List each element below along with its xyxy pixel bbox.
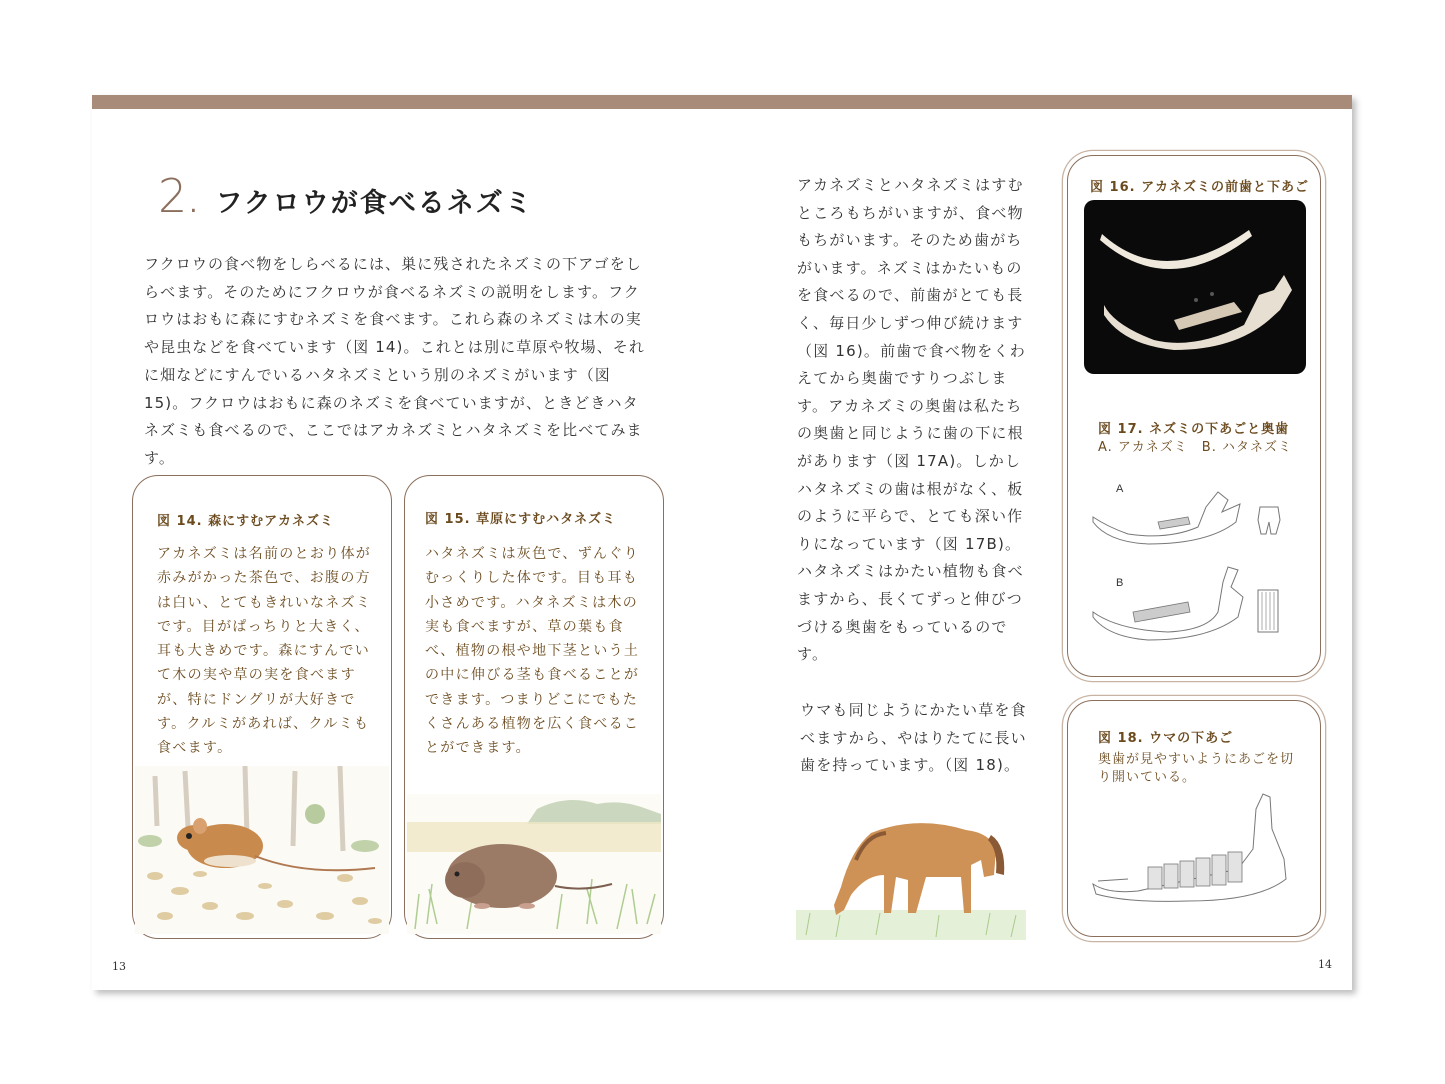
page-number-right: 14	[1318, 958, 1332, 971]
vole-illustration	[407, 794, 661, 934]
figure-18-caption: 図 18. ウマの下あご	[1098, 731, 1234, 746]
figure-14-caption: 図 14. 森にすむアカネズミ	[157, 514, 334, 529]
section-number: 2	[158, 169, 190, 223]
figure-15-card	[404, 475, 664, 939]
intro-paragraph: フクロウの食べ物をしらべるには、巣に残されたネズミの下アゴをしらべます。そのためにフクロウが食べるネズミの説明をします。フクロウはおもに森にすむネズミを食べます。これら森のネズミは木の実や昆虫などを食べています（図 14)。これとは別に草原や牧場、それに畑などにすんでいるハタネズミという別のネズミがいます（図 15)。フクロウはおもに森のネズミを食べていますが、ときどきハタネズミも食べるので、ここではアカネズミとハタネズミを比べてみます。	[144, 255, 646, 467]
horse-illustration	[796, 805, 1026, 945]
figure-18-card	[1067, 700, 1321, 937]
label-a: A	[1116, 483, 1124, 495]
figure-14-text: アカネズミは名前のとおり体が赤みがかった茶色で、お腹の方は白い、とてもきれいなネズミです。目がぱっちりと大きく、耳も大きめです。森にすんでいて木の実や草の実を食べますが、特にドングリが大好きです。クルミがあれば、クルミも食べます。	[157, 546, 372, 757]
figure-17-caption: 図 17. ネズミの下あごと奥歯	[1098, 422, 1290, 437]
wood-mouse-illustration	[135, 766, 389, 934]
header-bar	[92, 95, 1352, 109]
section-dot: .	[189, 189, 198, 219]
figure-16-17-card	[1067, 155, 1321, 677]
mouse-jaw-photo	[1084, 200, 1306, 374]
page-number-left: 13	[112, 960, 126, 973]
horse-paragraph: ウマも同じようにかたい草を食べますから、やはりたてに長い歯を持っています。（図 18)。	[800, 701, 1027, 775]
jaw-and-molar-drawings	[1088, 472, 1308, 652]
figure-17-subcaption: A. アカネズミ B. ハタネズミ	[1098, 440, 1292, 455]
section-heading: フクロウが食べるネズミ	[215, 188, 534, 219]
figure-14-card	[132, 475, 392, 939]
figure-16-caption: 図 16. アカネズミの前歯と下あご	[1090, 180, 1309, 195]
right-paragraph: アカネズミとハタネズミはすむところもちがいますが、食べ物もちがいます。そのため歯がちがいます。ネズミはかたいものを食べるので、前歯がとても長く、毎日少しずつ伸び続けます（図 16)。前歯で食べ物をくわえてから奥歯ですりつぶします。アカネズミの奥歯は私たちの奥歯と同じように歯の下に根があります（図 17A)。しかしハタネズミの歯は根がなく、板のように平らで、とても深い作りになっています（図 17B)。ハタネズミはかたい植物も食べますから、長くてずっと伸びつづける奥歯をもっているのです。	[797, 176, 1026, 664]
figure-15-caption: 図 15. 草原にすむハタネズミ	[425, 512, 617, 527]
book-spread	[92, 95, 1352, 990]
figure-18-text: 奥歯が見やすいようにあごを切り開いている。	[1098, 752, 1295, 785]
figure-15-text: ハタネズミは灰色で、ずんぐりむっくりした体です。目も耳も小さめです。ハタネズミは木の実も食べますが、草の葉も食べ、植物の根や地下茎という土の中に伸びる茎も食べることができます。つまりどこにでもたくさんある植物を広く食べることができます。	[425, 546, 640, 757]
label-b: B	[1116, 577, 1124, 589]
horse-jaw-drawing	[1088, 789, 1308, 909]
section-title	[158, 169, 534, 223]
